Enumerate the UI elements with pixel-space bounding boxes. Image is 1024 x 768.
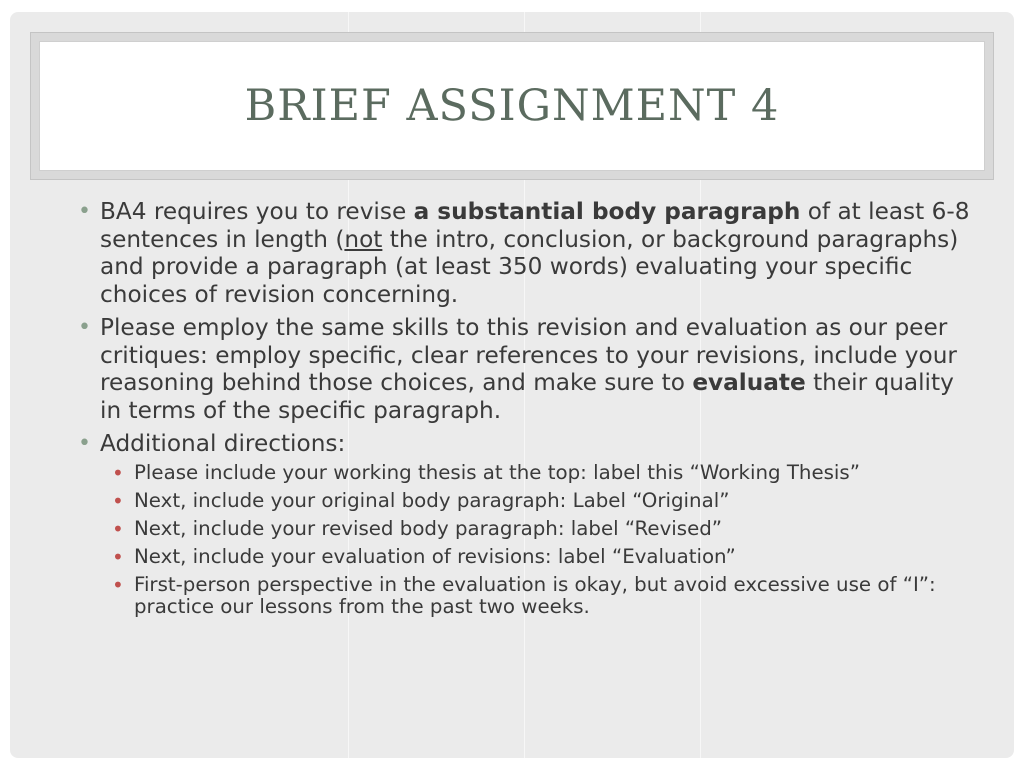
sub-bullet-dot-icon: • (112, 572, 124, 597)
title-box (39, 41, 985, 171)
slide-title: BRIEF ASSIGNMENT 4 (244, 81, 780, 131)
bullet-underline-text: not (344, 225, 383, 253)
title-frame (30, 32, 994, 180)
bullet-item-3 (72, 430, 972, 618)
bullet-item-1 (72, 198, 972, 308)
bullet-list (72, 198, 972, 618)
bullet-dot-icon: • (78, 199, 91, 224)
sub-bullet-text: Next, include your revised body paragraph: label “Revised” (134, 516, 723, 540)
bullet-text: their quality in terms of the specific paragraph. (100, 369, 954, 424)
sub-bullet-text: Next, include your evaluation of revisions: label “Evaluation” (134, 544, 736, 568)
sub-bullet-item (100, 546, 972, 568)
sub-bullet-text: Please include your working thesis at the top: label this “Working Thesis” (134, 460, 860, 484)
sub-bullet-dot-icon: • (112, 544, 124, 569)
sub-bullet-dot-icon: • (112, 460, 124, 485)
sub-bullet-item (100, 518, 972, 540)
bullet-item-2 (72, 314, 972, 424)
bullet-dot-icon: • (78, 431, 91, 456)
sub-bullet-item (100, 574, 972, 618)
bullet-dot-icon: • (78, 315, 91, 340)
bullet-text: Additional directions: (100, 430, 346, 457)
sub-bullet-text: Next, include your original body paragraph: Label “Original” (134, 488, 730, 512)
bullet-bold-text: evaluate (692, 369, 806, 396)
bullet-text: Please employ the same skills to this revision and evaluation as our peer critiques: employ specific, clear references to your revisions, include your reasoning behind those choices, and make sure to (100, 314, 957, 396)
slide-content (72, 198, 972, 624)
bullet-text: BA4 requires you to revise (100, 198, 414, 225)
sub-bullet-item (100, 490, 972, 512)
sub-bullet-text: First-person perspective in the evaluation is okay, but avoid excessive use of “I”: practice our lessons from the past two weeks. (134, 572, 936, 618)
sub-bullet-dot-icon: • (112, 516, 124, 541)
bullet-bold-text: a substantial body paragraph (413, 198, 801, 225)
sub-bullet-item (100, 462, 972, 484)
bullet-text: the intro, conclusion, or background paragraphs) and provide a paragraph (at least 350 words) evaluating your specific choices of revision concerning. (100, 225, 959, 308)
bullet-text: of at least 6-8 sentences in length ( (100, 198, 970, 253)
slide (10, 12, 1014, 758)
sub-bullet-dot-icon: • (112, 488, 124, 513)
sub-bullet-list (100, 462, 972, 618)
